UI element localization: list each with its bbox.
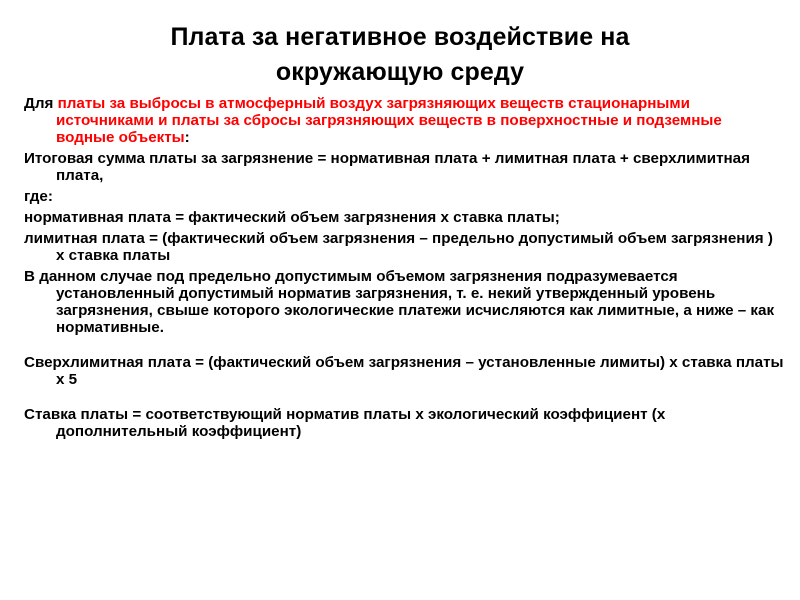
- paragraph-payment-scope-suffix: :: [184, 129, 190, 146]
- paragraph-payment-rate: Ставка платы = соответствующий норматив платы х экологический коэффициент (х дополнительный коэффициент): [24, 406, 666, 440]
- paragraph-total-formula: Итоговая сумма платы за загрязнение = нормативная плата + лимитная плата + сверхлимитная плата,: [24, 150, 750, 184]
- slide-title: [60, 20, 740, 90]
- paragraph-normative-payment: нормативная плата = фактический объем загрязнения х ставка платы;: [24, 209, 560, 226]
- paragraph-limit-payment: лимитная плата = (фактический объем загрязнения – предельно допустимый объем загрязнения ) х ставка платы: [24, 230, 773, 264]
- paragraph-where: где:: [24, 188, 53, 205]
- slide-title-line-2: окружающую среду: [275, 58, 525, 86]
- paragraph-payment-scope-highlight: платы за выбросы в атмосферный воздух загрязняющих веществ стационарными источниками и платы за сбросы загрязняющих веществ в поверхностные и подземные водные объекты: [56, 95, 722, 146]
- paragraph-payment-scope-prefix: Для: [24, 95, 58, 112]
- paragraph-explanation: В данном случае под предельно допустимым объемом загрязнения подразумевается установленный допустимый норматив загрязнения, т. е. некий утвержденный уровень загрязнения, свыше которого экологические платежи исчисляются как лимитные, а ниже – как нормативные.: [24, 268, 775, 336]
- slide-body: [24, 95, 784, 444]
- paragraph-over-limit-payment: Сверхлимитная плата = (фактический объем загрязнения – установленные лимиты) х ставка платы х 5: [24, 354, 784, 388]
- slide-title-line-1: Плата за негативное воздействие на: [170, 23, 630, 51]
- paragraph-payment-scope: [24, 95, 784, 146]
